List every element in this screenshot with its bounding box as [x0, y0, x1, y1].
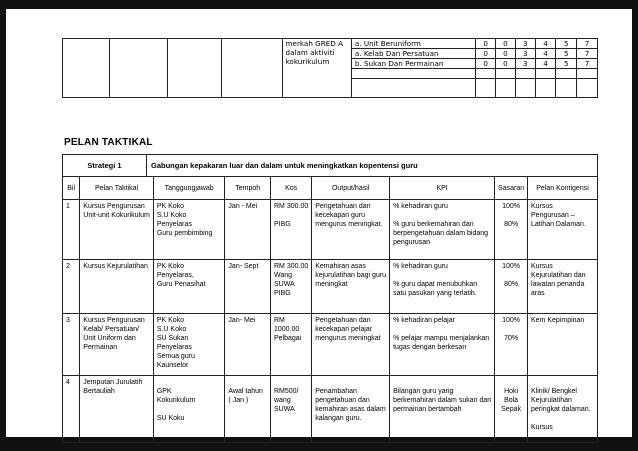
- header-kos: Kos: [270, 177, 311, 200]
- cell-line: Kem Kepimpinan: [531, 317, 585, 324]
- cell-kos: [270, 260, 311, 314]
- cell-pelan: [80, 376, 154, 443]
- cell-line: mengurus meningkat.: [315, 221, 383, 228]
- cell-line: [498, 325, 524, 334]
- cell-line: pengetahuan dan: [315, 397, 370, 404]
- cell-line: [274, 378, 308, 387]
- cell-kontigensi: [528, 314, 598, 376]
- cell-line: Kursus: [531, 424, 553, 431]
- cell-line: Hoki: [504, 388, 519, 395]
- cell-sasaran: [495, 200, 528, 260]
- cell-line: Kejurulatihan dan: [531, 272, 586, 279]
- cell-kpi: [390, 200, 495, 260]
- target-label: a. Kelab Dan Persatuan: [351, 49, 475, 59]
- cell-line: [157, 378, 222, 387]
- cell-line: Jan- Mei: [228, 317, 256, 324]
- cell-line: berpengetahuan dalam bidang: [393, 230, 489, 237]
- top-border: [0, 0, 638, 9]
- cell-bil: 3: [63, 314, 80, 376]
- cell-line: 100%: [502, 317, 521, 324]
- cell-line: Kursus: [531, 263, 553, 270]
- cell-line: [393, 271, 491, 280]
- cell-line: RM500/: [273, 388, 299, 395]
- cell-output: [312, 314, 390, 376]
- cell-line: aras: [531, 290, 545, 297]
- cell-line: Kelab/ Persatuan/: [83, 326, 139, 333]
- cell-line: Sepak: [501, 406, 521, 413]
- target-table: [62, 38, 598, 98]
- cell-line: Kejurulatihan: [531, 397, 572, 404]
- cell-line: % kehadiran guru: [393, 263, 448, 270]
- cell-kpi: [390, 260, 495, 314]
- cell-line: ( Jan ): [228, 397, 249, 404]
- cell-kos: [270, 314, 311, 376]
- cell-line: 100%: [502, 263, 521, 270]
- table-header-row: [63, 177, 598, 200]
- cell-tempoh: [225, 260, 271, 314]
- cell-line: meningkat: [315, 281, 348, 288]
- cell-pelan: [80, 260, 154, 314]
- cell-line: Jan- Sept: [228, 263, 259, 270]
- cell-line: [393, 211, 491, 220]
- header-output-hasil: Output/hasil: [312, 177, 390, 200]
- cell-kontigensi: [528, 260, 598, 314]
- cell-line: pengurusan: [393, 239, 431, 246]
- cell-line: PIBG: [273, 290, 291, 297]
- cell-output: [312, 260, 390, 314]
- left-border: [0, 0, 6, 451]
- cell-line: permainan bertambah: [393, 406, 462, 413]
- cell-line: kemahiran asas dalam: [315, 406, 386, 413]
- cell-line: Permainan: [83, 344, 118, 351]
- cell-line: tugas dengan berkesan: [393, 344, 467, 351]
- cell-line: Bola: [504, 397, 519, 404]
- cell-line: % kehadiran pelajar: [393, 317, 455, 324]
- cell-line: GPK: [156, 388, 172, 395]
- cell-line: Unit Uniform dan: [83, 335, 136, 342]
- cell-line: Wang: [273, 272, 293, 279]
- cell-line: [531, 378, 594, 387]
- header-tanggungjawab: Tanggungjawab: [153, 177, 225, 200]
- cell-line: kecekapan pelajar: [315, 326, 373, 333]
- header-sasaran: Sasaran: [495, 177, 528, 200]
- target-row: a. Kelab Dan Persatuan 0 0 3 4 5 7: [63, 49, 598, 59]
- cell-line: Pengetahuan dan: [315, 203, 371, 210]
- cell-line: Penyelaras,: [156, 272, 194, 279]
- table-row: [63, 314, 598, 376]
- cell-line: Jan - Mei: [228, 203, 258, 210]
- cell-line: % guru dapat menubuhkan: [393, 281, 478, 288]
- cell-kos: [270, 200, 311, 260]
- cell-line: [393, 325, 491, 334]
- cell-tanggungjawab: [153, 200, 225, 260]
- tactical-plan-table: [62, 176, 598, 443]
- cell-tanggungjawab: [153, 260, 225, 314]
- cell-line: [315, 378, 386, 387]
- cell-line: [393, 378, 491, 387]
- header-bil: Bil: [63, 177, 80, 200]
- cell-line: Pengetahuan dan: [315, 317, 371, 324]
- cell-line: % kehadiran guru: [393, 203, 448, 210]
- cell-line: Penyelaras: [156, 344, 192, 351]
- cell-line: SU Koku: [156, 415, 185, 422]
- cell-tempoh: [225, 314, 271, 376]
- table-row: [63, 260, 598, 314]
- table-row: [63, 376, 598, 443]
- strategy-table: [62, 154, 598, 177]
- header-kpi: KPI: [390, 177, 495, 200]
- cell-line: RM 300.00: [273, 203, 309, 210]
- target-description: merkah GRED A dalam aktiviti kokurikulum: [282, 39, 351, 98]
- cell-output: [312, 376, 390, 443]
- target-label: b. Sukan Dan Permainan: [351, 59, 475, 69]
- cell-line: 70%: [504, 335, 519, 342]
- cell-line: kejurulatihan bagi guru: [315, 272, 387, 279]
- target-row: merkah GRED A dalam aktiviti kokurikulum a. Unit Beruniform 0 0 3 4 5 7: [63, 39, 598, 49]
- cell-tanggungjawab: [153, 314, 225, 376]
- cell-line: [157, 405, 222, 414]
- header-pelan-kontigensi: Pelan Kontigensi: [528, 177, 598, 200]
- cell-line: peringkat dalaman.: [531, 406, 591, 413]
- cell-line: PK Koko: [156, 263, 185, 270]
- cell-line: 80%: [504, 221, 519, 228]
- cell-pelan: [80, 314, 154, 376]
- cell-line: PK Koko: [156, 203, 185, 210]
- target-row: b. Sukan Dan Permainan 0 0 3 4 5 7: [63, 59, 598, 69]
- cell-tempoh: [225, 200, 271, 260]
- cell-line: Bilangan guru yang: [393, 388, 454, 395]
- cell-sasaran: [495, 260, 528, 314]
- cell-line: berkemahiran dalam sukan dan: [393, 397, 492, 404]
- cell-line: PK Koko: [156, 317, 185, 324]
- section-title: PELAN TAKTIKAL: [64, 137, 153, 148]
- target-label: a. Unit Beruniform: [351, 39, 475, 49]
- cell-line: SUWA: [273, 281, 295, 288]
- cell-line: lawatan penanda: [531, 281, 585, 288]
- cell-bil: 4: [63, 376, 80, 443]
- cell-pelan: [80, 200, 154, 260]
- cell-line: Unit-unit Kokurikulum: [83, 212, 150, 219]
- cell-line: 80%: [504, 281, 519, 288]
- cell-line: RM: [273, 317, 285, 324]
- cell-line: S.U Koko: [156, 212, 187, 219]
- strategy-label: Strategi 1: [63, 155, 147, 177]
- header-pelan-taktikal: Pelan Taktikal: [80, 177, 154, 200]
- cell-line: Kursus Pengurusan: [83, 203, 145, 210]
- cell-line: Kursus Pengurusan: [83, 317, 145, 324]
- cell-line: 100%: [502, 203, 521, 210]
- cell-line: [531, 414, 594, 423]
- cell-line: [498, 378, 524, 387]
- cell-line: % guru berkemahiran dan: [393, 221, 474, 228]
- cell-line: [498, 271, 524, 280]
- cell-line: % pelajar mampu menjalankan: [393, 335, 490, 342]
- cell-line: Semua guru: [156, 353, 195, 360]
- cell-line: 1000.00: [273, 326, 300, 333]
- cell-line: Klinik/ Bengkel: [531, 388, 577, 395]
- cell-output: [312, 200, 390, 260]
- cell-line: Bertauliah: [83, 388, 115, 395]
- cell-bil: 1: [63, 200, 80, 260]
- cell-line: satu pasukan yang terlatih.: [393, 290, 477, 297]
- cell-line: Kursus Kejurulatihan: [83, 263, 148, 270]
- cell-line: Penyelaras: [156, 221, 192, 228]
- cell-line: [274, 211, 308, 220]
- cell-line: Latihan Dalaman.: [531, 221, 586, 228]
- cell-kontigensi: [528, 376, 598, 443]
- cell-kpi: [390, 314, 495, 376]
- table-row: [63, 200, 598, 260]
- cell-kos: [270, 376, 311, 443]
- cell-sasaran: [495, 376, 528, 443]
- cell-line: SU Sukan: [156, 335, 189, 342]
- cell-line: Guru pembimbing: [156, 230, 213, 237]
- cell-kpi: [390, 376, 495, 443]
- cell-line: wang: [273, 397, 291, 404]
- cell-line: kalangan guru.: [315, 415, 362, 422]
- cell-line: Pengurusan –: [531, 212, 575, 219]
- cell-line: Pelbagai: [273, 335, 302, 342]
- cell-sasaran: [495, 314, 528, 376]
- cell-line: S.U Koko: [156, 326, 187, 333]
- cell-line: PIBG: [273, 221, 291, 228]
- right-border: [632, 0, 638, 451]
- cell-line: mengurus meningkat: [315, 335, 381, 342]
- cell-line: [498, 211, 524, 220]
- cell-line: Kemahiran asas: [315, 263, 366, 270]
- cell-line: Awal tahun: [228, 388, 263, 395]
- strategy-text: Gabungan kepakaran luar dan dalam untuk meningkatkan kopentensi guru: [147, 155, 598, 177]
- cell-line: RM 300.00: [273, 263, 309, 270]
- header-tempoh: Tempoh: [225, 177, 271, 200]
- cell-bil: 2: [63, 260, 80, 314]
- cell-line: Jemputan Jurulatih: [83, 379, 143, 386]
- cell-line: Guru Penasihat: [156, 281, 206, 288]
- cell-line: Kokurikulum: [156, 397, 196, 404]
- cell-tanggungjawab: [153, 376, 225, 443]
- cell-line: Kaunselor: [156, 362, 189, 369]
- cell-tempoh: [225, 376, 271, 443]
- cell-line: SUWA: [273, 406, 295, 413]
- cell-line: kecekapan guru: [315, 212, 366, 219]
- cell-line: [228, 378, 267, 387]
- cell-line: Penambahan: [315, 388, 357, 395]
- cell-kontigensi: [528, 200, 598, 260]
- cell-line: Kursus: [531, 203, 553, 210]
